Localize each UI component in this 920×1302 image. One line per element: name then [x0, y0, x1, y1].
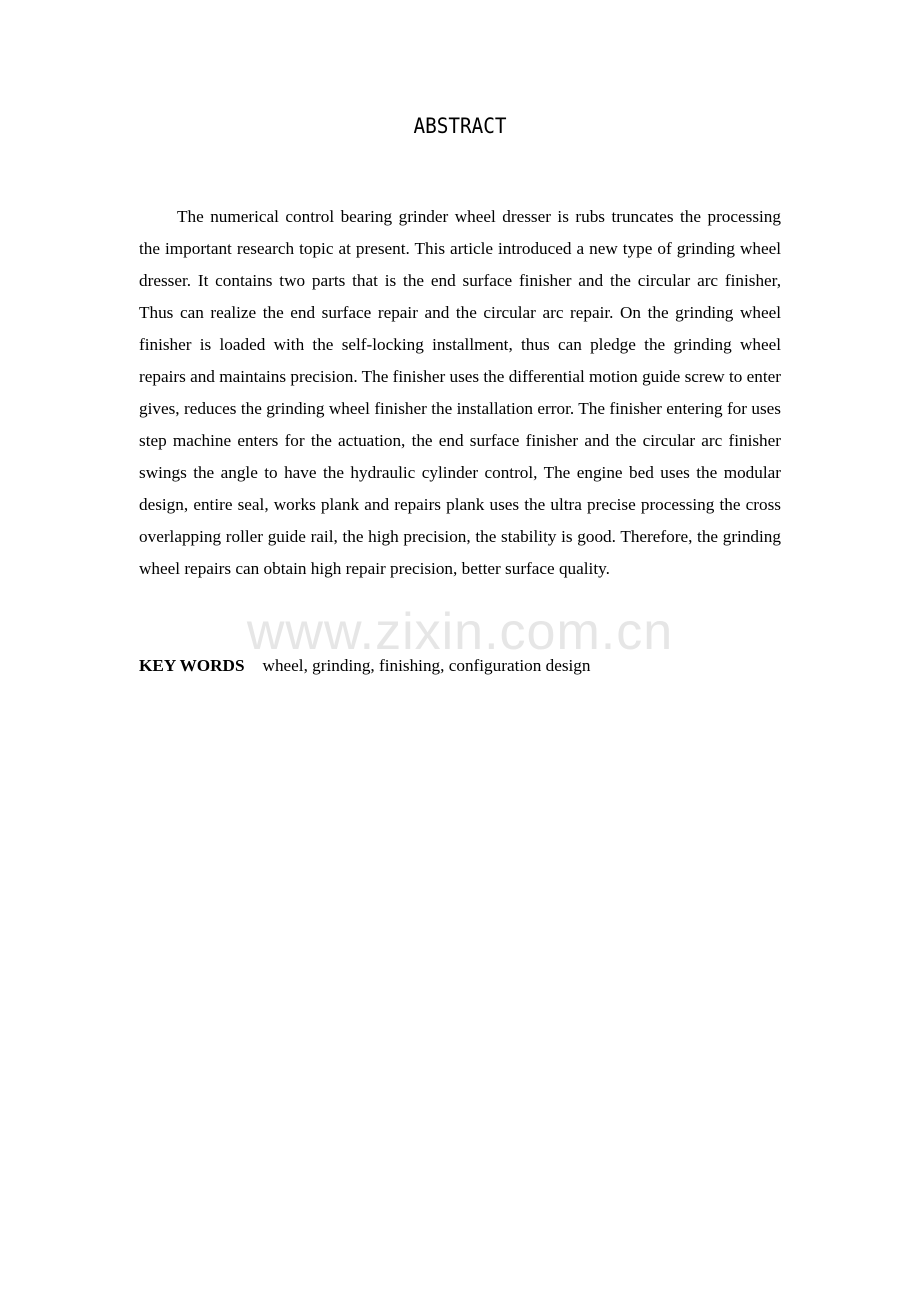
- keywords-label: KEY WORDS: [139, 656, 245, 675]
- keywords-text: wheel, grinding, finishing, configuration design: [262, 656, 591, 675]
- watermark-text: www.zixin.com.cn: [246, 603, 674, 661]
- abstract-title: ABSTRACT: [413, 114, 507, 138]
- abstract-body: The numerical control bearing grinder wheel dresser is rubs truncates the processing the important research topic at present. This article introduced a new type of grinding wheel dresser. It contains two parts that is the end surface finisher and the circular arc finisher, Thus can realize the end surface repair and the circular arc repair. On the grinding wheel finisher is loaded with the self-locking installment, thus can pledge the grinding wheel repairs and maintains precision. The finisher uses the differential motion guide screw to enter gives, reduces the grinding wheel finisher the installation error. The finisher entering for uses step machine enters for the actuation, the end surface finisher and the circular arc finisher swings the angle to have the hydraulic cylinder control, The engine bed uses the modular design, entire seal, works plank and repairs plank uses the ultra precise processing the cross overlapping roller guide rail, the high precision, the stability is good. Therefore, the grinding wheel repairs can obtain high repair precision, better surface quality.: [139, 207, 781, 578]
- keywords-line: [139, 650, 839, 682]
